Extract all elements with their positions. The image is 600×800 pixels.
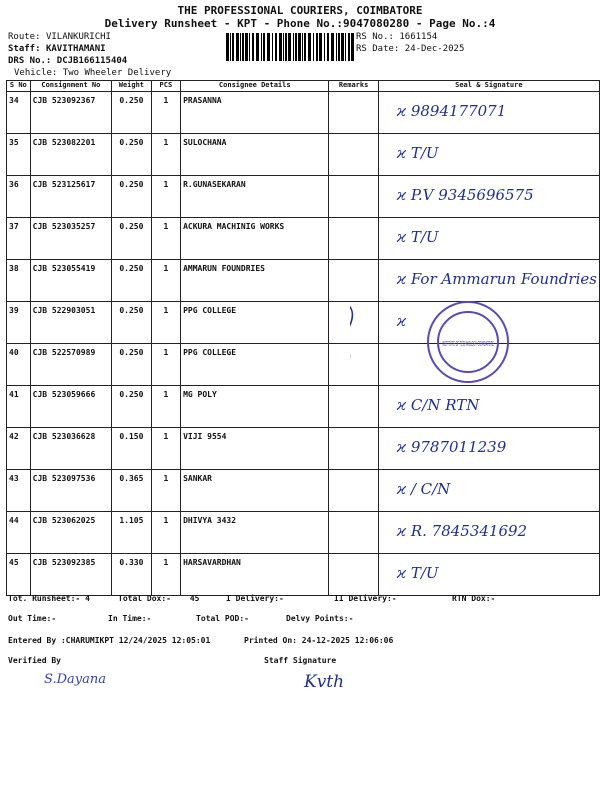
weight-value-cell — [112, 470, 152, 512]
remarks — [329, 554, 377, 558]
consignee-name: ACKURA MACHINIG WORKS — [183, 222, 285, 231]
delivery-signature: ϰ — [396, 312, 407, 330]
barcode-bar — [348, 33, 350, 61]
barcode-bar — [345, 33, 346, 61]
delivery-signature: ϰ 9787011239 — [396, 438, 507, 456]
total-dox-value: 45 — [189, 594, 200, 603]
remarks — [329, 428, 377, 432]
delivery-signature-cell — [378, 428, 599, 470]
pieces-value-cell — [151, 512, 180, 554]
col-header-signature: Seal & Signature — [378, 81, 599, 92]
table-row — [7, 218, 600, 260]
consignment-number: CJB 523036628 — [32, 432, 96, 441]
barcode-bar — [267, 33, 270, 61]
remarks — [329, 470, 377, 474]
consignee-name-cell — [181, 344, 329, 386]
serial-number-cell — [7, 302, 31, 344]
weight-value-cell — [112, 260, 152, 302]
consignment-number: CJB 523097536 — [32, 474, 96, 483]
table-row — [7, 428, 600, 470]
rs-no-label: RS No.: — [356, 32, 394, 42]
barcode-bar — [319, 33, 322, 61]
col-header-weight: Weight — [112, 81, 152, 92]
pieces-value-cell — [151, 302, 180, 344]
weight-value: 0.150 — [119, 432, 144, 441]
barcode-bar — [242, 33, 244, 61]
consignee-name: R.GUNASEKARAN — [183, 180, 246, 189]
drs-value: DCJB166115404 — [56, 56, 128, 66]
barcode-bar — [324, 33, 325, 61]
document-subtitle: Delivery Runsheet - KPT - Phone No.:9047080280 - Page No.:4 — [104, 17, 496, 30]
consignment-number-cell — [30, 344, 111, 386]
barcode-bar — [261, 33, 262, 61]
col-header-consignee: Consignee Details — [181, 81, 329, 92]
pieces-value-cell — [151, 260, 180, 302]
serial-number: 42 — [9, 432, 19, 441]
delivery-signature: ϰ T/U — [396, 564, 439, 582]
consignee-name: DHIVYA 3432 — [183, 516, 237, 525]
col-header-consignment: Consignment No — [30, 81, 111, 92]
barcode-bar — [316, 33, 318, 61]
barcode-bar — [304, 33, 306, 61]
consignment-number-cell — [30, 302, 111, 344]
serial-number: 38 — [9, 264, 19, 273]
barcode-bar — [236, 33, 239, 61]
rs-date-label: RS Date: — [356, 44, 400, 54]
serial-number-cell — [7, 428, 31, 470]
serial-number-cell — [7, 134, 31, 176]
barcode-bar — [308, 33, 311, 61]
serial-number-cell — [7, 218, 31, 260]
serial-number-cell — [7, 386, 31, 428]
remarks — [329, 92, 377, 96]
staff-line — [8, 44, 106, 54]
barcode — [226, 33, 354, 61]
remarks — [329, 260, 377, 264]
weight-value-cell — [112, 344, 152, 386]
serial-number-cell — [7, 470, 31, 512]
serial-number-cell — [7, 260, 31, 302]
table-row — [7, 92, 600, 134]
barcode-bar — [256, 33, 259, 61]
consignee-name-cell — [181, 386, 329, 428]
barcode-bar — [336, 33, 337, 61]
weight-value: 0.250 — [119, 180, 144, 189]
delivery-signature-cell — [378, 218, 599, 260]
pieces-value-cell — [151, 344, 180, 386]
drs-label: DRS No.: — [8, 56, 52, 66]
consignment-number: CJB 523035257 — [32, 222, 96, 231]
consignment-number: CJB 523125617 — [32, 180, 96, 189]
weight-value: 0.250 — [119, 264, 144, 273]
pieces-value: 1 — [163, 264, 169, 273]
weight-value-cell — [112, 554, 152, 596]
consignment-number: CJB 523082201 — [32, 138, 96, 147]
consignment-number-cell — [30, 260, 111, 302]
col-header-sno: S No — [7, 81, 31, 92]
consignment-number-cell — [30, 176, 111, 218]
serial-number: 35 — [9, 138, 19, 147]
weight-value-cell — [112, 428, 152, 470]
serial-number-cell — [7, 554, 31, 596]
table-row — [7, 470, 600, 512]
weight-value: 0.250 — [119, 390, 144, 399]
weight-value-cell — [112, 302, 152, 344]
consignment-number-cell — [30, 386, 111, 428]
serial-number-cell — [7, 92, 31, 134]
in-time: In Time:- — [108, 614, 152, 623]
remarks-cell — [329, 470, 378, 512]
delivery-signature-cell — [378, 344, 599, 386]
delivery-signature-cell — [378, 302, 599, 344]
delivery-signature-cell — [378, 176, 599, 218]
consignee-name-cell — [181, 92, 329, 134]
serial-number: 36 — [9, 180, 19, 189]
weight-value: 0.250 — [119, 96, 144, 105]
staff-label: Staff: — [8, 44, 41, 54]
vehicle-line — [14, 68, 171, 78]
pieces-value-cell — [151, 428, 180, 470]
consignee-name-cell — [181, 512, 329, 554]
consignee-name: SULOCHANA — [183, 138, 227, 147]
barcode-bar — [226, 33, 229, 61]
table-header-row — [7, 81, 600, 92]
out-time: Out Time:- — [8, 614, 57, 623]
remarks-cell — [329, 386, 378, 428]
consignee-name-cell — [181, 260, 329, 302]
barcode-bar — [331, 33, 334, 61]
consignment-number: CJB 522903051 — [32, 306, 96, 315]
delivery-signature-cell — [378, 512, 599, 554]
pieces-value-cell — [151, 386, 180, 428]
consignment-number-cell — [30, 512, 111, 554]
remarks-cell — [329, 512, 378, 554]
rs-date-line — [356, 44, 464, 54]
runsheet-table — [6, 80, 600, 596]
consignment-number-cell — [30, 428, 111, 470]
pieces-value-cell — [151, 176, 180, 218]
remarks — [329, 134, 377, 138]
consignment-number-cell — [30, 554, 111, 596]
barcode-bar — [293, 33, 294, 61]
remarks — [329, 176, 377, 180]
weight-value: 1.105 — [119, 516, 144, 525]
barcode-bar — [240, 33, 241, 61]
pieces-value: 1 — [163, 180, 169, 189]
rs-no-line — [356, 32, 437, 42]
delivery-signature: ϰ T/U — [396, 144, 439, 162]
weight-value: 0.250 — [119, 222, 144, 231]
serial-number-cell — [7, 176, 31, 218]
consignment-number: CJB 523055419 — [32, 264, 96, 273]
consignment-number: CJB 523092367 — [32, 96, 96, 105]
table-body — [7, 92, 600, 596]
consignee-name: PPG COLLEGE — [183, 348, 237, 357]
remarks-cell — [329, 428, 378, 470]
serial-number: 39 — [9, 306, 19, 315]
tot-runsheet: Tot. Runsheet:- 4 — [8, 594, 90, 603]
consignment-number-cell — [30, 470, 111, 512]
barcode-bar — [263, 33, 265, 61]
serial-number-cell — [7, 512, 31, 554]
table-row — [7, 386, 600, 428]
route-line — [8, 32, 111, 42]
delivery-signature: ϰ P.V 9345696575 — [396, 186, 534, 204]
weight-value-cell — [112, 176, 152, 218]
table-row — [7, 344, 600, 386]
consignee-name: MG POLY — [183, 390, 217, 399]
table-row — [7, 176, 600, 218]
table-row — [7, 260, 600, 302]
remarks — [329, 218, 377, 222]
pieces-value: 1 — [163, 138, 169, 147]
consignment-number: CJB 523092385 — [32, 558, 96, 567]
barcode-bar — [351, 33, 354, 61]
delivery-signature-cell — [378, 92, 599, 134]
table-row — [7, 554, 600, 596]
consignee-name-cell — [181, 554, 329, 596]
table-row — [7, 512, 600, 554]
consignment-number-cell — [30, 134, 111, 176]
pieces-value: 1 — [163, 390, 169, 399]
barcode-bar — [298, 33, 301, 61]
serial-number: 41 — [9, 390, 19, 399]
remarks — [329, 344, 377, 348]
consignee-name: PRASANNA — [183, 96, 222, 105]
remarks-cell — [329, 176, 378, 218]
consignee-name-cell — [181, 470, 329, 512]
consignment-number-cell — [30, 218, 111, 260]
pieces-value: 1 — [163, 96, 169, 105]
table-row — [7, 302, 600, 344]
total-pod: Total POD:- — [196, 614, 249, 623]
pieces-value-cell — [151, 134, 180, 176]
weight-value: 0.250 — [119, 348, 144, 357]
remarks-cell — [329, 218, 378, 260]
staff-value: KAVITHAMANI — [45, 44, 106, 54]
vehicle-label: Vehicle: — [14, 68, 58, 78]
verified-by-label: Verified By — [8, 656, 61, 665]
barcode-bar — [252, 33, 254, 61]
consignee-name: VIJI 9554 — [183, 432, 227, 441]
barcode-bar — [338, 33, 340, 61]
weight-value: 0.365 — [119, 474, 144, 483]
delivery-signature-cell — [378, 260, 599, 302]
pieces-value: 1 — [163, 474, 169, 483]
remarks — [329, 302, 377, 306]
pieces-value: 1 — [163, 432, 169, 441]
pieces-value-cell — [151, 470, 180, 512]
staff-signature: Kvth — [304, 672, 345, 692]
seal-text: INSTITUTE OF TECHNOLOGY COIMBATORE — [442, 340, 494, 348]
delivery-signature-cell — [378, 470, 599, 512]
pieces-value: 1 — [163, 348, 169, 357]
entered-by: Entered By :CHARUMIKPT 12/24/2025 12:05:01 — [8, 636, 211, 645]
table-row — [7, 134, 600, 176]
consignee-name: AMMARUN FOUNDRIES — [183, 264, 265, 273]
delivery-signature: ϰ T/U — [396, 228, 439, 246]
pieces-value: 1 — [163, 222, 169, 231]
remarks-cell — [329, 134, 378, 176]
barcode-bar — [288, 33, 291, 61]
consignee-name-cell — [181, 176, 329, 218]
barcode-bar — [327, 33, 329, 61]
barcode-bar — [285, 33, 287, 61]
serial-number: 45 — [9, 558, 19, 567]
drs-line — [8, 56, 127, 66]
consignee-name: HARSAVARDHAN — [183, 558, 241, 567]
rtn-dox: RTN Dox:- — [452, 594, 496, 603]
serial-number: 34 — [9, 96, 19, 105]
barcode-bar — [245, 33, 248, 61]
barcode-bar — [302, 33, 303, 61]
consignee-name: SANKAR — [183, 474, 212, 483]
consignee-name-cell — [181, 134, 329, 176]
weight-value-cell — [112, 512, 152, 554]
barcode-bar — [313, 33, 314, 61]
total-dox — [118, 594, 199, 603]
delivery-signature — [379, 344, 599, 354]
delvy-points: Delvy Points:- — [286, 614, 354, 623]
route-label: Route: — [8, 32, 41, 42]
remarks-cell — [329, 554, 378, 596]
barcode-bar — [275, 33, 277, 61]
barcode-bar — [283, 33, 284, 61]
delivery-signature: ϰ For Ammarun Foundries — [396, 270, 597, 288]
delivery-signature-cell — [378, 386, 599, 428]
consignment-number: CJB 523059666 — [32, 390, 96, 399]
barcode-bar — [295, 33, 297, 61]
pieces-value-cell — [151, 218, 180, 260]
consignee-name-cell — [181, 218, 329, 260]
rs-no-value: 1661154 — [399, 32, 438, 42]
delivery-signature: ϰ / C/N — [396, 480, 451, 498]
serial-number: 40 — [9, 348, 19, 357]
remarks-cell — [329, 260, 378, 302]
weight-value: 0.250 — [119, 138, 144, 147]
consignee-name-cell — [181, 428, 329, 470]
consignment-number-cell — [30, 92, 111, 134]
pieces-value: 1 — [163, 306, 169, 315]
col-header-pcs: PCS — [151, 81, 180, 92]
col-header-remarks: Remarks — [329, 81, 378, 92]
remarks — [329, 386, 377, 390]
route-value: VILANKURICHI — [45, 32, 111, 42]
staff-signature-label: Staff Signature — [264, 656, 337, 665]
total-dox-label: Total Dox:- — [118, 594, 171, 603]
serial-number: 37 — [9, 222, 19, 231]
barcode-bar — [279, 33, 282, 61]
consignee-name: PPG COLLEGE — [183, 306, 237, 315]
weight-value-cell — [112, 218, 152, 260]
delivery-signature-cell — [378, 554, 599, 596]
delivery-signature-cell — [378, 134, 599, 176]
weight-value: 0.330 — [119, 558, 144, 567]
weight-value-cell — [112, 386, 152, 428]
remarks-cell — [329, 344, 378, 386]
remarks-cell — [329, 302, 378, 344]
ii-delivery: II Delivery:- — [334, 594, 397, 603]
remarks — [329, 512, 377, 516]
pieces-value: 1 — [163, 516, 169, 525]
serial-number: 44 — [9, 516, 19, 525]
barcode-bar — [230, 33, 231, 61]
delivery-signature: ϰ C/N RTN — [396, 396, 480, 414]
delivery-signature: ϰ 9894177071 — [396, 102, 507, 120]
weight-value-cell — [112, 92, 152, 134]
barcode-bar — [232, 33, 234, 61]
serial-number-cell — [7, 344, 31, 386]
pieces-value: 1 — [163, 558, 169, 567]
barcode-bar — [249, 33, 250, 61]
consignment-number: CJB 522570989 — [32, 348, 96, 357]
pieces-value-cell — [151, 92, 180, 134]
remarks-cell — [329, 92, 378, 134]
pieces-value-cell — [151, 554, 180, 596]
weight-value: 0.250 — [119, 306, 144, 315]
printed-on: Printed On: 24-12-2025 12:06:06 — [244, 636, 394, 645]
consignee-name-cell — [181, 302, 329, 344]
weight-value-cell — [112, 134, 152, 176]
delivery-signature: ϰ R. 7845341692 — [396, 522, 528, 540]
document-title: THE PROFESSIONAL COURIERS, COIMBATORE — [177, 4, 423, 17]
consignment-number: CJB 523062025 — [32, 516, 96, 525]
barcode-bar — [272, 33, 273, 61]
vehicle-value: Two Wheeler Delivery — [62, 68, 172, 78]
rs-date-value: 24-Dec-2025 — [404, 44, 465, 54]
i-delivery: I Delivery:- — [226, 594, 284, 603]
barcode-bar — [341, 33, 344, 61]
verified-signature: S.Dayana — [44, 672, 106, 687]
serial-number: 43 — [9, 474, 19, 483]
